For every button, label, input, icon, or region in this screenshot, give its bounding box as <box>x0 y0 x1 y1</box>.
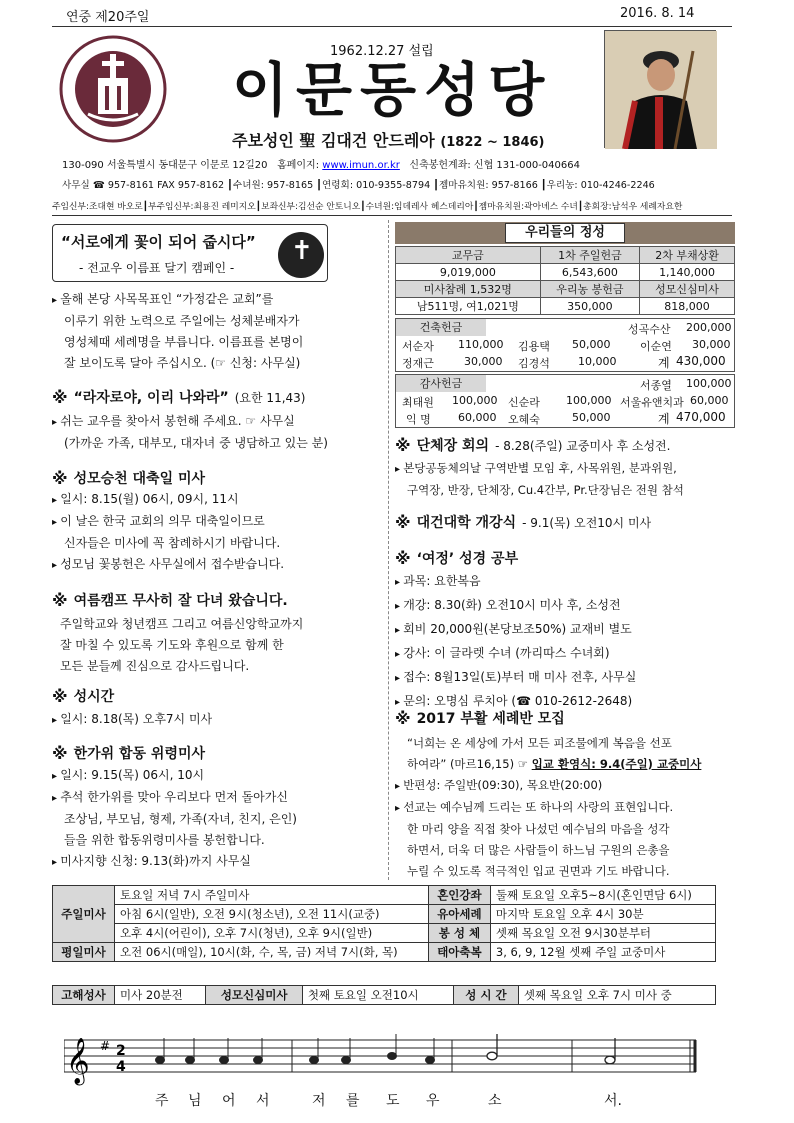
homepage-link[interactable]: www.imun.or.kr <box>322 160 400 171</box>
parish-seal-logo <box>58 34 168 144</box>
offering-table: 교무금 1차 주일헌금 2차 부채상환 9,019,000 6,543,600 1,140,000 미사참례 1,532명 우리농 봉헌금 성모신심미사 남511명, 여1,021명 350,000 818,000 <box>395 246 735 315</box>
intro-text: ▸ 올해 본당 사목목표인 “가정같은 교회”를 이루기 위한 노력으로 주일에는 성체분배자가 영성체때 세례명을 부릅니다. 이름표를 본명이 잘 보이도록 달아 주십시오. (☞ 신청: 사무실) <box>52 289 303 374</box>
patron-saint: 주보성인 聖 김대건 안드레아 (1822 ~ 1846) <box>232 131 545 150</box>
building-fund-box: 건축헌금 서순자 110,000 김용택 50,000 정재근 30,000 김경석 10,000 성곡수산 200,000 이순연 30,000 계 430,000 <box>395 318 735 372</box>
issue-date: 2016. 8. 14 <box>620 6 695 21</box>
svg-text:#: # <box>100 1039 111 1053</box>
group-heading: ※ 단체장 회의 - 8.28(주일) 교중미사 후 소성전. <box>395 435 671 455</box>
star-icon: ※ <box>52 468 68 488</box>
bible-heading: ※ ‘여정’ 성경 공부 <box>395 548 519 568</box>
svg-text:4: 4 <box>116 1059 126 1075</box>
assumption-heading: ※ 성모승천 대축일 미사 <box>52 468 206 488</box>
assumption-text: ▸ 일시: 8.15(월) 06시, 09시, 11시 ▸ 이 날은 한국 교회의 의무 대축일이므로 신자들은 미사에 꼭 참례하시기 바랍니다. ▸ 성모님 꽃봉헌은 사무실에서 접수받습니다. <box>52 489 284 576</box>
camp-heading: ※ 여름캠프 무사히 잘 다녀 왔습니다. <box>52 590 288 610</box>
star-icon: ※ <box>395 548 411 568</box>
svg-text:2: 2 <box>116 1043 126 1059</box>
star-icon: ※ <box>395 512 411 532</box>
star-icon: ※ <box>52 686 68 706</box>
baptism-text: “너희는 온 세상에 가서 모든 피조물에게 복음을 선포 하여라” (마르16,15) ☞ 입교 환영식: 9.4(주일) 교중미사 ▸ 반편성: 주일반(09:30), 목요반(20:00) ▸ 선교는 예수님께 드리는 또 하나의 사랑의 표현입니다. 한 마리 양을 직접 찾아 나섰던 예수님의 마음을 성각 하면서, 더욱 더 많은 사람들이 하느님 구원의 은총을 누릴 수 있도록 적극적인 입교 권면과 기도 바랍니다. <box>395 733 701 882</box>
bible-text: ▸ 과목: 요한복음 ▸ 개강: 8.30(화) 오전10시 미사 후, 소성전 ▸ 회비 20,000원(본당보조50%) 교재비 별도 ▸ 강사: 이 글라렛 수녀 (까리따스 수녀회) ▸ 접수: 8월13일(토)부터 매 미사 전후, 사무실 ▸ 문의: 오명심 루치아 (☎ 010-2612-2648) <box>395 570 636 714</box>
chuseok-heading: ※ 한가위 합동 위령미사 <box>52 743 206 763</box>
music-staff <box>64 1030 704 1088</box>
founded-date: 1962.12.27 설립 <box>330 44 434 59</box>
intro-title: “서로에게 꽃이 되어 줍시다” <box>61 233 256 251</box>
intro-subtitle: - 전교우 이름표 달기 캠페인 - <box>79 261 235 275</box>
staff-line: 주임신부:조대현 바오로┃부주임신부:최용진 레미지오┃보좌신부:김선순 안토니오┃수녀원:임데레사 헤스데리아┃젬마유치원:곽아녜스 수녀┃총회장:남석우 세례자요한 <box>52 202 683 212</box>
chuseok-text: ▸ 일시: 9.15(목) 06시, 10시 ▸ 추석 한가위를 맞아 우리보다 먼저 돌아가신 조상님, 부모님, 형제, 가족(자녀, 친지, 은인) 들을 위한 합동위령미사를 봉헌합니다. ▸ 미사지향 신청: 9.13(화)까지 사무실 <box>52 765 297 873</box>
baptism-heading: ※ 2017 부활 세례반 모집 <box>395 708 565 728</box>
treble-clef-icon: 𝄞 <box>66 1038 90 1084</box>
parish-title: 이문동성당 <box>232 56 553 124</box>
group-text: ▸ 본당공동체의날 구역반별 모임 후, 사목위원, 분과위원, 구역장, 반장, 단체장, Cu.4간부, Pr.단장님은 전원 참석 <box>395 458 684 501</box>
star-icon: ※ <box>52 387 68 407</box>
star-icon: ※ <box>52 743 68 763</box>
contact-line1: 130-090 서울특별시 동대문구 이문로 12길20 홈페이지: www.imun.or.kr 신축봉헌계좌: 신협 131-000-040664 <box>62 160 580 171</box>
adoration-text: ▸ 일시: 8.18(목) 오후7시 미사 <box>52 709 212 731</box>
mass-schedule-table: 주일미사 토요일 저녁 7시 주일미사 혼인강좌 둘째 토요일 오후5~8시(혼인면담 6시) 아침 6시(일반), 오전 9시(청소년), 오전 11시(교중) 유아세례 마지막 토요일 오후 4시 30분 오후 4시(어린이), 오후 7시(청년), 오후 9시(일반) 봉 성 체 셋째 목요일 오전 9시30분부터 평일미사 오전 06시(매일), 10시(화, 수, 목, 금) 저녁 7시(화, 목) 태아축복 3, 6, 9, 12월 셋째 주일 교중미사 <box>52 885 716 962</box>
offering-title: 우리들의 정성 <box>505 223 625 243</box>
contact-line2: 사무실 ☎ 957-8161 FAX 957-8162 ┃수녀원: 957-8165 ┃연령회: 010-9355-8794 ┃젬마유치원: 957-8166 ┃우리농: 010-4246-2246 <box>62 180 655 191</box>
lazarus-heading: ※ “라자로야, 이리 나와라” (요한 11,43) <box>52 387 306 407</box>
saint-portrait <box>604 30 716 148</box>
college-heading: ※ 대건대학 개강식 - 9.1(목) 오전10시 미사 <box>395 512 652 532</box>
cross-icon: ✝ <box>278 232 324 278</box>
lazarus-text: ▸ 쉬는 교우를 찾아서 봉헌해 주세요. ☞ 사무실 (가까운 가족, 대부모, 대자녀 중 냉담하고 있는 분) <box>52 411 328 454</box>
week-label: 연중 제20주일 <box>66 10 150 25</box>
thanks-fund-box: 감사헌금 최태원 100,000 신순라 100,000 익 명 60,000 오혜숙 50,000 서종열 100,000 서울유앤치과 60,000 계 470,000 <box>395 374 735 428</box>
camp-text: 주일학교와 청년캠프 그리고 여름신앙학교까지 잘 마칠 수 있도록 기도와 후원으로 함께 한 모든 분들께 진심으로 감사드립니다. <box>60 617 304 673</box>
star-icon: ※ <box>52 590 68 610</box>
song-lyrics: 주 님 어 서 저 를 도 우 소 서. <box>155 1093 622 1109</box>
star-icon: ※ <box>395 708 411 728</box>
offering-banner <box>395 222 735 244</box>
adoration-heading: ※ 성시간 <box>52 686 115 706</box>
confession-table: 고해성사 미사 20분전 성모신심미사 첫째 토요일 오전10시 성 시 간 셋째 목요일 오후 7시 미사 중 <box>52 985 716 1005</box>
star-icon: ※ <box>395 435 411 455</box>
